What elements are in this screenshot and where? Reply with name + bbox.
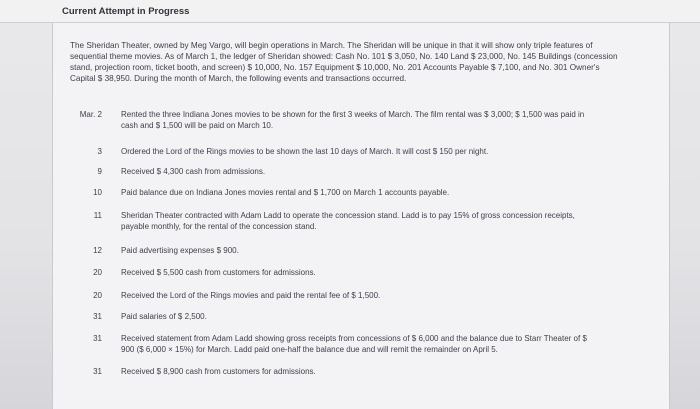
transaction-text: Sheridan Theater contracted with Adam Ladd to operate the concession stand. Ladd is to pay 15% of gross concession receipts, payable monthly, for the rental of the concession stand.	[121, 211, 575, 231]
transaction-text: Received statement from Adam Ladd showing gross receipts from concessions of $ 6,000 and the balance due to Starr Theater of $ 900 ($ 6,000 × 15%) for March. Ladd paid one-half the balance due and will remit the remainder on April 5.	[121, 334, 587, 354]
transaction-date: 12	[93, 246, 102, 255]
transaction-text: Received $ 8,900 cash from customers for admissions.	[121, 367, 316, 376]
transaction-date: 11	[93, 211, 102, 220]
transaction-date: 20	[93, 268, 102, 277]
problem-intro: The Sheridan Theater, owned by Meg Vargo, will begin operations in March. The Sheridan will be unique in that it will show only triple features of sequential theme movies. As of March 1, the ledger of Sheridan showed: Cash No. 101 $ 3,050, No. 140 Land $ 23,000, No. 145 Buildings (concession stand, projection room, ticket booth, and screen) $ 10,000, No. 157 Equipment $ 10,000, No. 201 Accounts Payable $ 7,100, and No. 301 Owner's Capital $ 38,950. During the month of March, the following events and transactions occurred.	[70, 41, 618, 84]
transaction-text: Paid salaries of $ 2,500.	[121, 312, 207, 321]
transaction-text: Received $ 4,300 cash from admissions.	[121, 167, 266, 176]
transaction-date: 31	[93, 312, 102, 321]
transaction-date: 10	[93, 188, 102, 197]
transaction-date: 9	[97, 167, 102, 176]
transaction-date: 31	[93, 334, 102, 343]
transaction-text: Paid advertising expenses $ 900.	[121, 246, 239, 255]
transaction-text: Received $ 5,500 cash from customers for admissions.	[121, 268, 316, 277]
transaction-text: Received the Lord of the Rings movies and paid the rental fee of $ 1,500.	[121, 291, 381, 300]
transaction-date: 20	[93, 291, 102, 300]
header-bar	[0, 0, 700, 23]
transaction-date: 31	[93, 367, 102, 376]
attempt-title: Current Attempt in Progress	[62, 6, 190, 17]
transaction-date: Mar. 2	[79, 110, 102, 119]
transaction-text: Paid balance due on Indiana Jones movies rental and $ 1,700 on March 1 accounts payable.	[121, 188, 450, 197]
transaction-text: Ordered the Lord of the Rings movies to be shown the last 10 days of March. It will cost $ 150 per night.	[121, 147, 489, 156]
transaction-date: 3	[97, 147, 102, 156]
transaction-text: Rented the three Indiana Jones movies to be shown for the first 3 weeks of March. The film rental was $ 3,000; $ 1,500 was paid in cash and $ 1,500 will be paid on March 10.	[121, 110, 585, 130]
